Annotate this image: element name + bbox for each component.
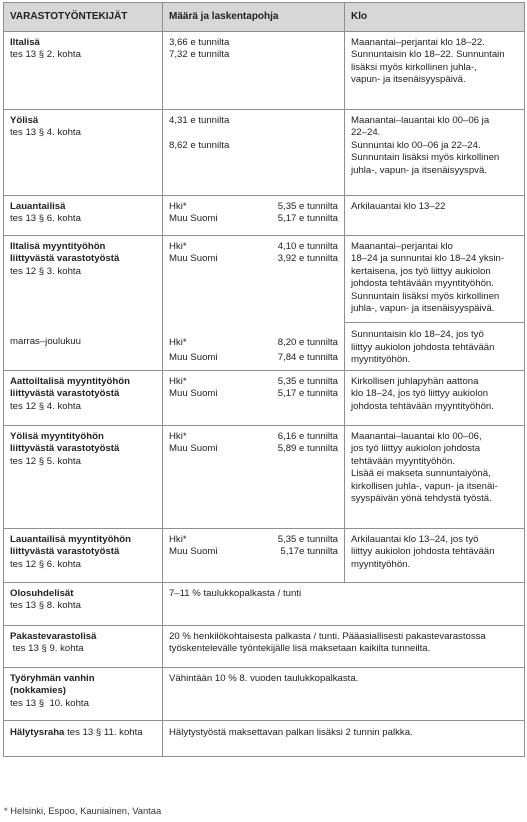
time-line: Maanantai–perjantai klo 18–22. (351, 37, 485, 48)
amount-pair (169, 352, 338, 364)
row-span-cell (163, 626, 525, 668)
region-label: Muu Suomi (169, 253, 218, 265)
region-label: Hki* (169, 201, 187, 212)
amount-pair (169, 337, 338, 349)
time-line: Sunnuntain lisäksi myös kirkollinen (351, 290, 500, 302)
row-label-cell (4, 32, 163, 110)
row-ref: tes 13 § 4. kohta (10, 127, 81, 139)
row-title: Pakastevarastolisä (10, 631, 97, 642)
row-time-cell (345, 371, 525, 426)
time-line: liittyy aukiolon johdosta tehtävään (351, 546, 495, 558)
table-header-row (4, 3, 525, 32)
row-span-cell (163, 583, 525, 626)
amount-line: 8,62 e tunnilta (169, 139, 230, 151)
region-label: Hki* (169, 431, 187, 442)
row-ref: tes 12 § 5. kohta (10, 455, 81, 467)
region-label: Muu Suomi (169, 213, 218, 225)
time-line: Sunnuntain lisäksi myös kirkollinen (351, 152, 500, 164)
row-label-cell (4, 721, 163, 757)
amount-pair (169, 443, 338, 455)
row-title: Iltalisä myyntityöhön (10, 241, 106, 252)
span-text: Vähintään 10 % 8. vuoden taulukkopalkasta. (169, 673, 359, 684)
time-line: Arkilauantai klo 13–22 (351, 201, 446, 212)
time-line: tehtävään myyntityöhön. (351, 455, 455, 467)
time-line: johdosta tehtävään myyntityöhön. (351, 278, 494, 290)
row-title: liittyvästä varastotyöstä (10, 388, 120, 400)
time-line: Sunnuntai klo 00–06 ja 22–24. (351, 139, 481, 151)
region-label: Muu Suomi (169, 546, 218, 558)
row-title: Lauantailisä myyntityöhön (10, 534, 132, 545)
table-row (4, 529, 525, 583)
row-label-cell (4, 529, 163, 583)
table-row (4, 426, 525, 529)
row-span-cell (163, 721, 525, 757)
span-text: 7–11 % taulukkopalkasta / tunti (169, 588, 302, 599)
span-text: 20 % henkilökohtaisesta palkasta / tunti. Pääasiallisesti pakastevarastossa (169, 631, 486, 642)
row-ref: tes 13 § 6. kohta (10, 213, 81, 225)
row-time-cell (345, 236, 525, 371)
region-label: Hki* (169, 534, 187, 545)
table-row (4, 371, 525, 426)
row-time-cell (345, 529, 525, 583)
row-ref: tes 12 § 6. kohta (10, 558, 81, 570)
row-amount-cell (163, 236, 345, 371)
amount-value: 5,35 e tunnilta (277, 376, 338, 387)
amount-value: 5,17 e tunnilta (277, 388, 338, 400)
row-span-cell (163, 668, 525, 721)
row-ref: tes 13 § 8. kohta (10, 600, 81, 612)
amount-value: 5,35 e tunnilta (277, 534, 338, 545)
row-amount-cell (163, 32, 345, 110)
time-line: Sunnuntaisin klo 18–24, jos työ (351, 329, 484, 341)
time-line: Lisää ei makseta sunnuntaiyönä, (351, 468, 491, 480)
amount-pair (169, 201, 338, 213)
allowances-table (3, 2, 525, 757)
time-line: lisäksi myös kirkollinen juhla-, (351, 61, 477, 73)
time-line: 22–24. (351, 127, 381, 139)
row-amount-cell (163, 196, 345, 236)
amount-pair (169, 534, 338, 546)
time-line: myyntityöhön. (351, 558, 411, 570)
amount-value: 5,17e tunnilta (280, 546, 338, 558)
row-label-cell (4, 236, 163, 371)
footnote: * Helsinki, Espoo, Kauniainen, Vantaa (4, 805, 162, 816)
amount-value: 6,16 e tunnilta (277, 431, 338, 442)
row-time-cell (345, 32, 525, 110)
table-row (4, 721, 525, 757)
time-line: 18–24 ja sunnuntai klo 18–24 yksin- (351, 253, 505, 265)
amount-line: 4,31 e tunnilta (169, 115, 230, 126)
row-time-cell (345, 110, 525, 196)
row-label-cell (4, 583, 163, 626)
amount-value: 3,92 e tunnilta (277, 253, 338, 265)
amount-pair (169, 431, 338, 443)
amount-pair (169, 388, 338, 400)
row-label-cell (4, 110, 163, 196)
region-label: Hki* (169, 336, 187, 348)
table-row (4, 236, 525, 371)
row-title: (nokkamies) (10, 685, 66, 697)
row-amount-cell (163, 110, 345, 196)
row-title: Iltalisä (10, 37, 40, 48)
table-row (4, 668, 525, 721)
time-line: Arkilauantai klo 13–24, jos työ (351, 534, 479, 545)
table-row (4, 583, 525, 626)
row-title: liittyvästä varastotyöstä (10, 443, 120, 455)
row-ref: tes 13 § 11. kohta (64, 727, 143, 738)
amount-pair (169, 253, 338, 265)
row-title: Työryhmän vanhin (10, 673, 95, 684)
row-label-cell (4, 196, 163, 236)
row-time-cell (345, 426, 525, 529)
row-ref: tes 13 § 2. kohta (10, 49, 81, 61)
header-time: Klo (345, 3, 525, 32)
time-line: jos työ liittyy aukiolon johdosta (351, 443, 481, 455)
row-ref: tes 12 § 4. kohta (10, 400, 81, 412)
time-line: myyntityöhön. (351, 354, 411, 366)
time-line: Maanantai–lauantai klo 00–06 ja (351, 115, 490, 126)
row-label-cell (4, 626, 163, 668)
row-time-cell (345, 196, 525, 236)
region-label: Hki* (169, 241, 187, 252)
amount-pair (169, 546, 338, 558)
time-line: kirkollisen juhla-, vapun- ja itsenäi- (351, 480, 498, 492)
time-line: johdosta tehtävään myyntityöhön. (351, 400, 494, 412)
amount-value: 5,35 e tunnilta (277, 201, 338, 212)
row-amount-cell (163, 426, 345, 529)
time-subsection (345, 322, 524, 366)
row-title: liittyvästä varastotyöstä (10, 546, 120, 558)
header-amount: Määrä ja laskentapohja (163, 3, 345, 32)
amount-value: 7,84 e tunnilta (277, 352, 338, 364)
time-line: liittyy aukiolon johdosta tehtävään (351, 341, 495, 353)
amount-value: 5,17 e tunnilta (277, 213, 338, 225)
amount-value: 4,10 e tunnilta (277, 241, 338, 252)
time-line: juhla-, vapun- ja itsenäisyyspäivä. (351, 303, 495, 315)
row-ref: tes 13 § 10. kohta (10, 697, 89, 709)
time-line: juhla-, vapun- ja itsenäisyyspvä. (351, 164, 487, 176)
row-title: liittyvästä varastotyöstä (10, 253, 120, 265)
row-ref: tes 13 § 9. kohta (10, 643, 84, 655)
time-line: Kirkollisen juhlapyhän aattona (351, 376, 479, 387)
time-line: Sunnuntaisin klo 18–22. Sunnuntain (351, 49, 505, 61)
row-sublabel: marras–joulukuu (10, 336, 81, 348)
time-line: klo 18–24, jos työ liittyy aukiolon (351, 388, 489, 400)
time-line: Maanantai–perjantai klo (351, 241, 453, 252)
time-line: Maanantai–lauantai klo 00–06, (351, 431, 482, 442)
region-label: Muu Suomi (169, 443, 218, 455)
span-text: Hälytystyöstä maksettavan palkan lisäksi 2 tunnin palkka. (169, 727, 413, 738)
table-row (4, 32, 525, 110)
row-label-cell (4, 371, 163, 426)
header-employees: VARASTOTYÖNTEKIJÄT (4, 3, 163, 32)
region-label: Muu Suomi (169, 352, 218, 364)
row-label-cell (4, 426, 163, 529)
row-label-cell (4, 668, 163, 721)
row-title: Yölisä myyntityöhön (10, 431, 104, 442)
row-title: Yölisä (10, 115, 39, 126)
time-line: syyspäivän yönä tehdystä työstä. (351, 493, 492, 505)
amount-pair (169, 241, 338, 253)
row-title: Hälytysraha (10, 727, 65, 738)
span-text: työskentelevälle työntekijälle lisä maksetaan kaikilta tunneilta. (169, 643, 431, 655)
amount-value: 5,89 e tunnilta (277, 443, 338, 455)
amount-pair (169, 376, 338, 388)
table-row (4, 196, 525, 236)
table-row (4, 626, 525, 668)
time-line: vapun- ja itsenäisyyspäivä. (351, 74, 466, 86)
row-title: Lauantailisä (10, 201, 66, 212)
amount-value: 8,20 e tunnilta (277, 336, 338, 348)
row-amount-cell (163, 371, 345, 426)
row-amount-cell (163, 529, 345, 583)
region-label: Muu Suomi (169, 388, 218, 400)
amount-line: 3,66 e tunnilta (169, 37, 230, 48)
row-title: Olosuhdelisät (10, 588, 74, 599)
amount-line: 7,32 e tunnilta (169, 49, 230, 61)
table-row (4, 110, 525, 196)
row-title: Aattoiltalisä myyntityöhön (10, 376, 130, 387)
row-ref: tes 12 § 3. kohta (10, 265, 81, 277)
time-line: kertaisena, jos työ liittyy aukiolon (351, 265, 491, 277)
amount-pair (169, 213, 338, 225)
region-label: Hki* (169, 376, 187, 387)
